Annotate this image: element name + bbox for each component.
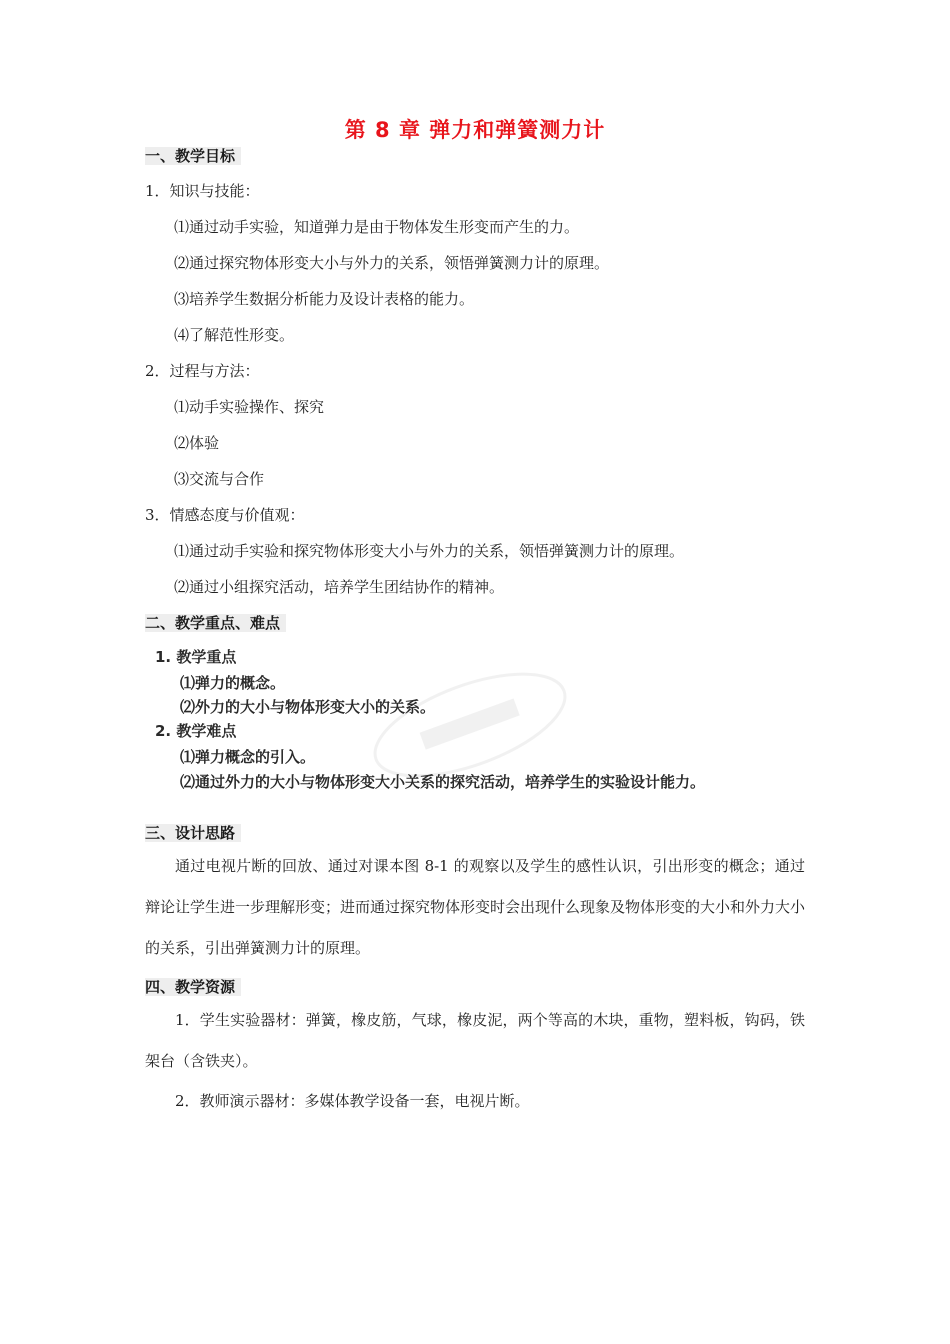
section-heading-resources: 四、教学资源 bbox=[145, 976, 241, 997]
difficulty-item-2: ⑵通过外力的大小与物体形变大小关系的探究活动，培养学生的实验设计能力。 bbox=[180, 773, 706, 791]
goal-2-item-1: ⑴动手实验操作、探究 bbox=[174, 398, 325, 416]
goal-3-item-1: ⑴通过动手实验和探究物体形变大小与外力的关系，领悟弹簧测力计的原理。 bbox=[174, 542, 685, 560]
goal-2-label: 2．过程与方法： bbox=[145, 362, 260, 380]
goal-1-item-2: ⑵通过探究物体形变大小与外力的关系，领悟弹簧测力计的原理。 bbox=[174, 254, 610, 272]
goal-1-item-4: ⑷了解范性形变。 bbox=[174, 326, 295, 344]
goal-1-item-3: ⑶培养学生数据分析能力及设计表格的能力。 bbox=[174, 290, 475, 308]
difficulty-item-1: ⑴弹力概念的引入。 bbox=[180, 748, 316, 766]
key-point-item-1: ⑴弹力的概念。 bbox=[180, 674, 286, 692]
section-heading-teaching-goals: 一、教学目标 bbox=[145, 145, 241, 166]
section-heading-design-idea: 三、设计思路 bbox=[145, 822, 241, 843]
key-point-label: 1. 教学重点 bbox=[155, 648, 237, 666]
resources-student-equipment: 1．学生实验器材：弹簧，橡皮筋，气球，橡皮泥，两个等高的木块，重物，塑料板，钩码，铁架台（含铁夹）。 bbox=[145, 1011, 805, 1070]
goal-2-item-3: ⑶交流与合作 bbox=[174, 470, 265, 488]
key-point-item-2: ⑵外力的大小与物体形变大小的关系。 bbox=[180, 698, 436, 716]
goal-2-item-2: ⑵体验 bbox=[174, 434, 220, 452]
goal-3-label: 3．情感态度与价值观： bbox=[145, 506, 305, 524]
goal-3-item-2: ⑵通过小组探究活动，培养学生团结协作的精神。 bbox=[174, 578, 505, 596]
design-idea-paragraph: 通过电视片断的回放、通过对课本图 8-1 的观察以及学生的感性认识，引出形变的概念；通过辩论让学生进一步理解形变；进而通过探究物体形变时会出现什么现象及物体形变的大小和外力大小的关系，引出弹簧测力计的原理。 bbox=[145, 857, 806, 957]
watermark-logo bbox=[360, 670, 580, 780]
document-title: 第 8 章 弹力和弹簧测力计 bbox=[344, 118, 606, 142]
resources-teacher-equipment: 2．教师演示器材：多媒体教学设备一套，电视片断。 bbox=[175, 1092, 530, 1110]
difficulty-label: 2. 教学难点 bbox=[155, 722, 237, 740]
goal-1-item-1: ⑴通过动手实验，知道弹力是由于物体发生形变而产生的力。 bbox=[174, 218, 580, 236]
section-heading-key-points: 二、教学重点、难点 bbox=[145, 612, 286, 633]
goal-1-label: 1．知识与技能： bbox=[145, 182, 260, 200]
